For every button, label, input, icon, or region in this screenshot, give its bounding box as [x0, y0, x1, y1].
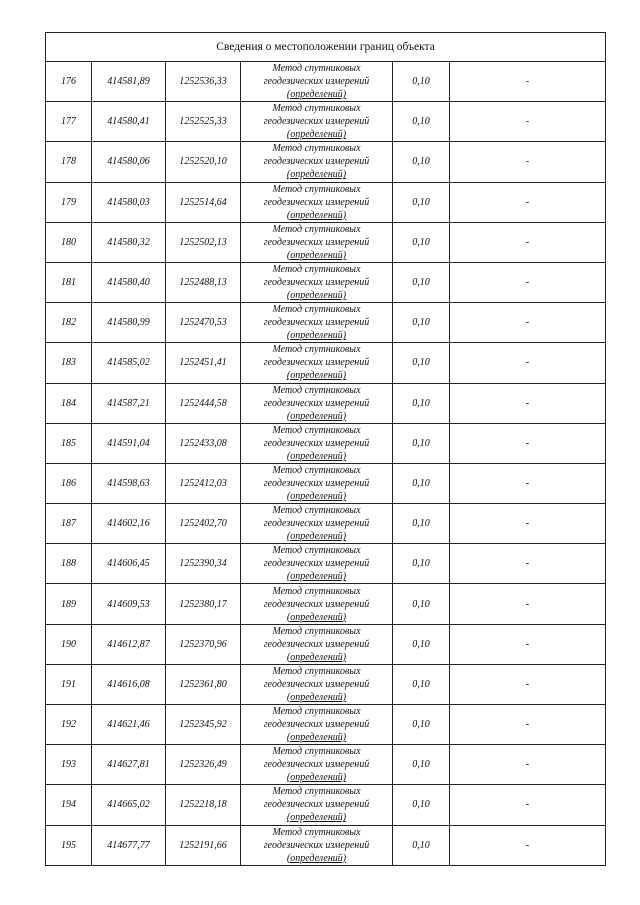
- method-line: Метод спутниковых: [272, 464, 361, 476]
- method-cell: [241, 504, 393, 544]
- method-line: Метод спутниковых: [272, 585, 361, 597]
- precision-cell: 0,10: [393, 624, 450, 664]
- y-coordinate-cell: 1252390,34: [166, 544, 241, 584]
- precision-cell: 0,10: [393, 102, 450, 142]
- note-cell: -: [450, 262, 606, 302]
- method-line: геодезических измерений: [263, 678, 370, 690]
- method-line: Метод спутниковых: [272, 545, 361, 557]
- precision-cell: 0,10: [393, 785, 450, 825]
- method-line: Метод спутниковых: [272, 344, 361, 356]
- method-line: Метод спутниковых: [272, 505, 361, 517]
- note-cell: -: [450, 182, 606, 222]
- table-body: [46, 33, 606, 866]
- table-row: [46, 423, 606, 463]
- note-cell: -: [450, 544, 606, 584]
- method-line: геодезических измерений: [263, 638, 370, 650]
- precision-cell: 0,10: [393, 222, 450, 262]
- note-cell: -: [450, 584, 606, 624]
- x-coordinate-cell: 414612,87: [92, 624, 166, 664]
- x-coordinate-cell: 414580,99: [92, 303, 166, 343]
- method-line: (определений): [286, 169, 347, 181]
- point-number-cell: 179: [46, 182, 92, 222]
- point-number-cell: 192: [46, 705, 92, 745]
- note-cell: -: [450, 705, 606, 745]
- point-number-cell: 191: [46, 664, 92, 704]
- y-coordinate-cell: 1252433,08: [166, 423, 241, 463]
- point-number-cell: 181: [46, 262, 92, 302]
- precision-cell: 0,10: [393, 544, 450, 584]
- method-line: Метод спутниковых: [272, 63, 361, 75]
- table-row: [46, 102, 606, 142]
- precision-cell: 0,10: [393, 383, 450, 423]
- method-line: Метод спутниковых: [272, 223, 361, 235]
- method-line: (определений): [286, 290, 347, 302]
- table-row: [46, 463, 606, 503]
- point-number-cell: 190: [46, 624, 92, 664]
- point-number-cell: 187: [46, 504, 92, 544]
- y-coordinate-cell: 1252502,13: [166, 222, 241, 262]
- point-number-cell: 184: [46, 383, 92, 423]
- x-coordinate-cell: 414580,06: [92, 142, 166, 182]
- table-title: Сведения о местоположении границ объекта: [46, 33, 606, 62]
- point-number-cell: 194: [46, 785, 92, 825]
- method-line: (определений): [286, 611, 347, 623]
- point-number-cell: 195: [46, 825, 92, 865]
- method-line: (определений): [286, 571, 347, 583]
- boundary-coordinates-table: [45, 32, 606, 866]
- table-row: [46, 825, 606, 865]
- x-coordinate-cell: 414665,02: [92, 785, 166, 825]
- method-cell: [241, 544, 393, 584]
- table-row: [46, 504, 606, 544]
- precision-cell: 0,10: [393, 825, 450, 865]
- x-coordinate-cell: 414581,89: [92, 62, 166, 102]
- precision-cell: 0,10: [393, 262, 450, 302]
- point-number-cell: 185: [46, 423, 92, 463]
- x-coordinate-cell: 414677,77: [92, 825, 166, 865]
- method-line: Метод спутниковых: [272, 264, 361, 276]
- table-row: [46, 544, 606, 584]
- method-line: Метод спутниковых: [272, 706, 361, 718]
- table-row: [46, 745, 606, 785]
- method-line: Метод спутниковых: [272, 746, 361, 758]
- method-line: (определений): [286, 450, 347, 462]
- method-line: геодезических измерений: [263, 196, 370, 208]
- method-line: (определений): [286, 330, 347, 342]
- x-coordinate-cell: 414587,21: [92, 383, 166, 423]
- precision-cell: 0,10: [393, 745, 450, 785]
- point-number-cell: 183: [46, 343, 92, 383]
- precision-cell: 0,10: [393, 664, 450, 704]
- precision-cell: 0,10: [393, 423, 450, 463]
- method-line: Метод спутниковых: [272, 143, 361, 155]
- method-cell: [241, 62, 393, 102]
- precision-cell: 0,10: [393, 303, 450, 343]
- note-cell: -: [450, 222, 606, 262]
- note-cell: -: [450, 624, 606, 664]
- table-row: [46, 624, 606, 664]
- y-coordinate-cell: 1252191,66: [166, 825, 241, 865]
- y-coordinate-cell: 1252370,96: [166, 624, 241, 664]
- method-line: (определений): [286, 772, 347, 784]
- x-coordinate-cell: 414616,08: [92, 664, 166, 704]
- note-cell: -: [450, 504, 606, 544]
- table-row: [46, 705, 606, 745]
- method-cell: [241, 343, 393, 383]
- method-line: геодезических измерений: [263, 156, 370, 168]
- x-coordinate-cell: 414609,53: [92, 584, 166, 624]
- point-number-cell: 186: [46, 463, 92, 503]
- point-number-cell: 176: [46, 62, 92, 102]
- y-coordinate-cell: 1252444,58: [166, 383, 241, 423]
- table-row: [46, 785, 606, 825]
- method-line: (определений): [286, 812, 347, 824]
- precision-cell: 0,10: [393, 142, 450, 182]
- method-line: (определений): [286, 370, 347, 382]
- x-coordinate-cell: 414580,41: [92, 102, 166, 142]
- note-cell: -: [450, 62, 606, 102]
- y-coordinate-cell: 1252326,49: [166, 745, 241, 785]
- method-cell: [241, 423, 393, 463]
- note-cell: -: [450, 825, 606, 865]
- point-number-cell: 182: [46, 303, 92, 343]
- method-cell: [241, 102, 393, 142]
- x-coordinate-cell: 414580,03: [92, 182, 166, 222]
- precision-cell: 0,10: [393, 463, 450, 503]
- method-line: геодезических измерений: [263, 839, 370, 851]
- method-line: геодезических измерений: [263, 598, 370, 610]
- note-cell: -: [450, 383, 606, 423]
- method-line: геодезических измерений: [263, 719, 370, 731]
- y-coordinate-cell: 1252402,70: [166, 504, 241, 544]
- y-coordinate-cell: 1252218,18: [166, 785, 241, 825]
- method-line: (определений): [286, 732, 347, 744]
- y-coordinate-cell: 1252525,33: [166, 102, 241, 142]
- method-cell: [241, 624, 393, 664]
- table-row: [46, 303, 606, 343]
- method-line: Метод спутниковых: [272, 665, 361, 677]
- method-cell: [241, 222, 393, 262]
- method-line: Метод спутниковых: [272, 183, 361, 195]
- method-line: Метод спутниковых: [272, 384, 361, 396]
- method-line: (определений): [286, 209, 347, 221]
- table-row: [46, 664, 606, 704]
- x-coordinate-cell: 414580,32: [92, 222, 166, 262]
- method-line: геодезических измерений: [263, 477, 370, 489]
- x-coordinate-cell: 414621,46: [92, 705, 166, 745]
- point-number-cell: 180: [46, 222, 92, 262]
- table-row: [46, 262, 606, 302]
- x-coordinate-cell: 414591,04: [92, 423, 166, 463]
- note-cell: -: [450, 463, 606, 503]
- y-coordinate-cell: 1252536,33: [166, 62, 241, 102]
- y-coordinate-cell: 1252345,92: [166, 705, 241, 745]
- table-row: [46, 182, 606, 222]
- note-cell: -: [450, 423, 606, 463]
- method-cell: [241, 825, 393, 865]
- table-row: [46, 343, 606, 383]
- method-line: геодезических измерений: [263, 236, 370, 248]
- method-line: геодезических измерений: [263, 437, 370, 449]
- method-cell: [241, 142, 393, 182]
- x-coordinate-cell: 414598,63: [92, 463, 166, 503]
- method-cell: [241, 383, 393, 423]
- method-cell: [241, 785, 393, 825]
- note-cell: -: [450, 664, 606, 704]
- method-line: геодезических измерений: [263, 116, 370, 128]
- method-line: (определений): [286, 249, 347, 261]
- method-line: Метод спутниковых: [272, 304, 361, 316]
- note-cell: -: [450, 142, 606, 182]
- method-line: (определений): [286, 852, 347, 864]
- y-coordinate-cell: 1252361,80: [166, 664, 241, 704]
- method-line: (определений): [286, 651, 347, 663]
- x-coordinate-cell: 414602,16: [92, 504, 166, 544]
- method-line: геодезических измерений: [263, 518, 370, 530]
- precision-cell: 0,10: [393, 343, 450, 383]
- x-coordinate-cell: 414627,81: [92, 745, 166, 785]
- method-line: геодезических измерений: [263, 558, 370, 570]
- point-number-cell: 188: [46, 544, 92, 584]
- note-cell: -: [450, 785, 606, 825]
- y-coordinate-cell: 1252412,03: [166, 463, 241, 503]
- method-line: геодезических измерений: [263, 759, 370, 771]
- method-line: Метод спутниковых: [272, 103, 361, 115]
- y-coordinate-cell: 1252514,64: [166, 182, 241, 222]
- precision-cell: 0,10: [393, 584, 450, 624]
- method-line: геодезических измерений: [263, 76, 370, 88]
- precision-cell: 0,10: [393, 504, 450, 544]
- note-cell: -: [450, 303, 606, 343]
- method-line: (определений): [286, 490, 347, 502]
- method-line: (определений): [286, 129, 347, 141]
- method-line: Метод спутниковых: [272, 424, 361, 436]
- method-cell: [241, 463, 393, 503]
- table-row: [46, 222, 606, 262]
- table-row: [46, 383, 606, 423]
- method-line: геодезических измерений: [263, 799, 370, 811]
- table-row: [46, 584, 606, 624]
- method-line: Метод спутниковых: [272, 625, 361, 637]
- note-cell: -: [450, 102, 606, 142]
- point-number-cell: 189: [46, 584, 92, 624]
- method-cell: [241, 664, 393, 704]
- y-coordinate-cell: 1252520,10: [166, 142, 241, 182]
- method-line: (определений): [286, 691, 347, 703]
- x-coordinate-cell: 414585,02: [92, 343, 166, 383]
- note-cell: -: [450, 745, 606, 785]
- method-cell: [241, 705, 393, 745]
- method-cell: [241, 182, 393, 222]
- table-title-row: [46, 33, 606, 62]
- method-line: (определений): [286, 89, 347, 101]
- method-line: (определений): [286, 531, 347, 543]
- table-row: [46, 142, 606, 182]
- method-cell: [241, 262, 393, 302]
- method-line: геодезических измерений: [263, 277, 370, 289]
- method-cell: [241, 584, 393, 624]
- y-coordinate-cell: 1252451,41: [166, 343, 241, 383]
- x-coordinate-cell: 414606,45: [92, 544, 166, 584]
- method-line: геодезических измерений: [263, 397, 370, 409]
- precision-cell: 0,10: [393, 62, 450, 102]
- method-cell: [241, 303, 393, 343]
- method-line: геодезических измерений: [263, 357, 370, 369]
- y-coordinate-cell: 1252380,17: [166, 584, 241, 624]
- y-coordinate-cell: 1252470,53: [166, 303, 241, 343]
- point-number-cell: 193: [46, 745, 92, 785]
- point-number-cell: 177: [46, 102, 92, 142]
- point-number-cell: 178: [46, 142, 92, 182]
- method-cell: [241, 745, 393, 785]
- method-line: Метод спутниковых: [272, 826, 361, 838]
- method-line: (определений): [286, 410, 347, 422]
- method-line: геодезических измерений: [263, 317, 370, 329]
- x-coordinate-cell: 414580,40: [92, 262, 166, 302]
- note-cell: -: [450, 343, 606, 383]
- table-row: [46, 62, 606, 102]
- method-line: Метод спутниковых: [272, 786, 361, 798]
- precision-cell: 0,10: [393, 705, 450, 745]
- y-coordinate-cell: 1252488,13: [166, 262, 241, 302]
- precision-cell: 0,10: [393, 182, 450, 222]
